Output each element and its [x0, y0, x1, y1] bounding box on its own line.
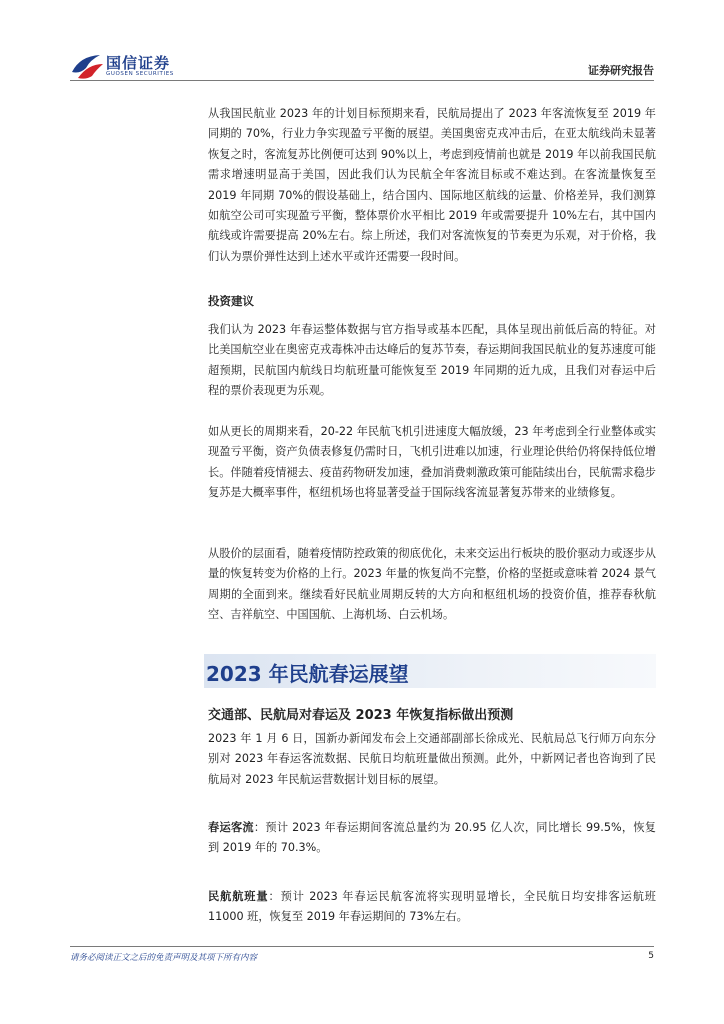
- section-title: 2023 年民航春运展望: [206, 662, 409, 686]
- logo-english-name: GUOSEN SECURITIES: [106, 71, 174, 77]
- company-logo: [70, 52, 200, 82]
- guosen-logo-icon: [70, 52, 104, 80]
- paragraph-stock-price: 从股价的层面看，随着疫情防控政策的彻底优化，未来交运出行板块的股价驱动力或逐步从量的恢复转变为价格的上行。2023 年量的恢复尚不完整，价格的坚挺或意味着 2024 景气周期的全面到来。继续看好民航业周期反转的大方向和枢纽机场的投资价值，推荐春秋航空、吉祥航空、中国国航、上海机场、白云机场。: [208, 547, 656, 622]
- paragraph-investment-advice: 我们认为 2023 年春运整体数据与官方指导或基本匹配，具体呈现出前低后高的特征。对比美国航空业在奥密克戎毒株冲击达峰后的复苏节奏，春运期间我国民航业的复苏速度可能超预期，民航国内航线日均航班量可能恢复至 2019 年同期的近九成，且我们对春运中后程的票价表现更为乐观。: [208, 323, 656, 398]
- paragraph-long-cycle: 如从更长的周期来看，20-22 年民航飞机引进速度大幅放缓，23 年考虑到全行业整体或实现盈亏平衡，资产负债表修复仍需时日，飞机引进难以加速，行业理论供给仍将保持低位增长。伴随着疫情褪去、疫苗药物研发加速，叠加消费刺激政策可能陆续出台，民航需求稳步复苏是大概率事件，枢纽机场也将显著受益于国际线客流显著复苏带来的业绩修复。: [208, 425, 656, 500]
- spring-passenger-flow-label: 春运客流: [208, 821, 254, 834]
- flight-volume-text: ：预计 2023 年春运民航客流将实现明显增长，全民航日均安排客运航班 11000 班，恢复至 2019 年春运期间的 73%左右。: [208, 890, 656, 924]
- paragraph-spring-passenger-flow: [208, 818, 656, 859]
- paragraph-forecast-intro: 2023 年 1 月 6 日，国新办新闻发布会上交通部副部长徐成光、民航局总飞行师万向东分别对 2023 年春运客流数据、民航日均航班量做出预测。此外，中新网记者也咨询到了民航局对 2023 年民航运营数据计划目标的展望。: [208, 732, 656, 786]
- page-header: [0, 0, 724, 82]
- header-divider: [70, 80, 654, 81]
- spring-passenger-flow-text: ：预计 2023 年春运期间客流总量约为 20.95 亿人次，同比增长 99.5%，恢复到 2019 年的 70.3%。: [208, 821, 656, 855]
- report-type-label: 证券研究报告: [588, 64, 654, 77]
- section-title-band: [204, 654, 656, 688]
- investment-advice-heading: 投资建议: [208, 294, 254, 308]
- footer-divider: [70, 946, 654, 947]
- section-subheading: 交通部、民航局对春运及 2023 年恢复指标做出预测: [208, 708, 514, 723]
- disclaimer-note: 请务必阅读正文之后的免责声明及其项下所有内容: [70, 953, 258, 963]
- flight-volume-label: 民航航班量: [208, 890, 269, 903]
- page-number: 5: [648, 951, 654, 961]
- paragraph-flight-volume: [208, 887, 656, 928]
- paragraph-outlook: 从我国民航业 2023 年的计划目标预期来看，民航局提出了 2023 年客流恢复至 2019 年同期的 70%，行业力争实现盈亏平衡的展望。美国奥密克戎冲击后，在亚太航线尚未显著恢复之时，客流复苏比例便可达到 90%以上，考虑到疫情前也就是 2019 年以前我国民航需求增速明显高于美国，因此我们认为民航全年客流目标或不难达到。在客流量恢复至 2019 年同期 70%的假设基础上，结合国内、国际地区航线的运量、价格差异，我们测算如航空公司可实现盈亏平衡，整体票价水平相比 2019 年或需要提升 10%左右，其中国内航线或许需要提高 20%左右。综上所述，我们对客流恢复的节奏更为乐观，对于价格，我们认为票价弹性达到上述水平或许还需要一段时间。: [208, 107, 656, 263]
- logo-chinese-name: 国信证券: [106, 54, 171, 72]
